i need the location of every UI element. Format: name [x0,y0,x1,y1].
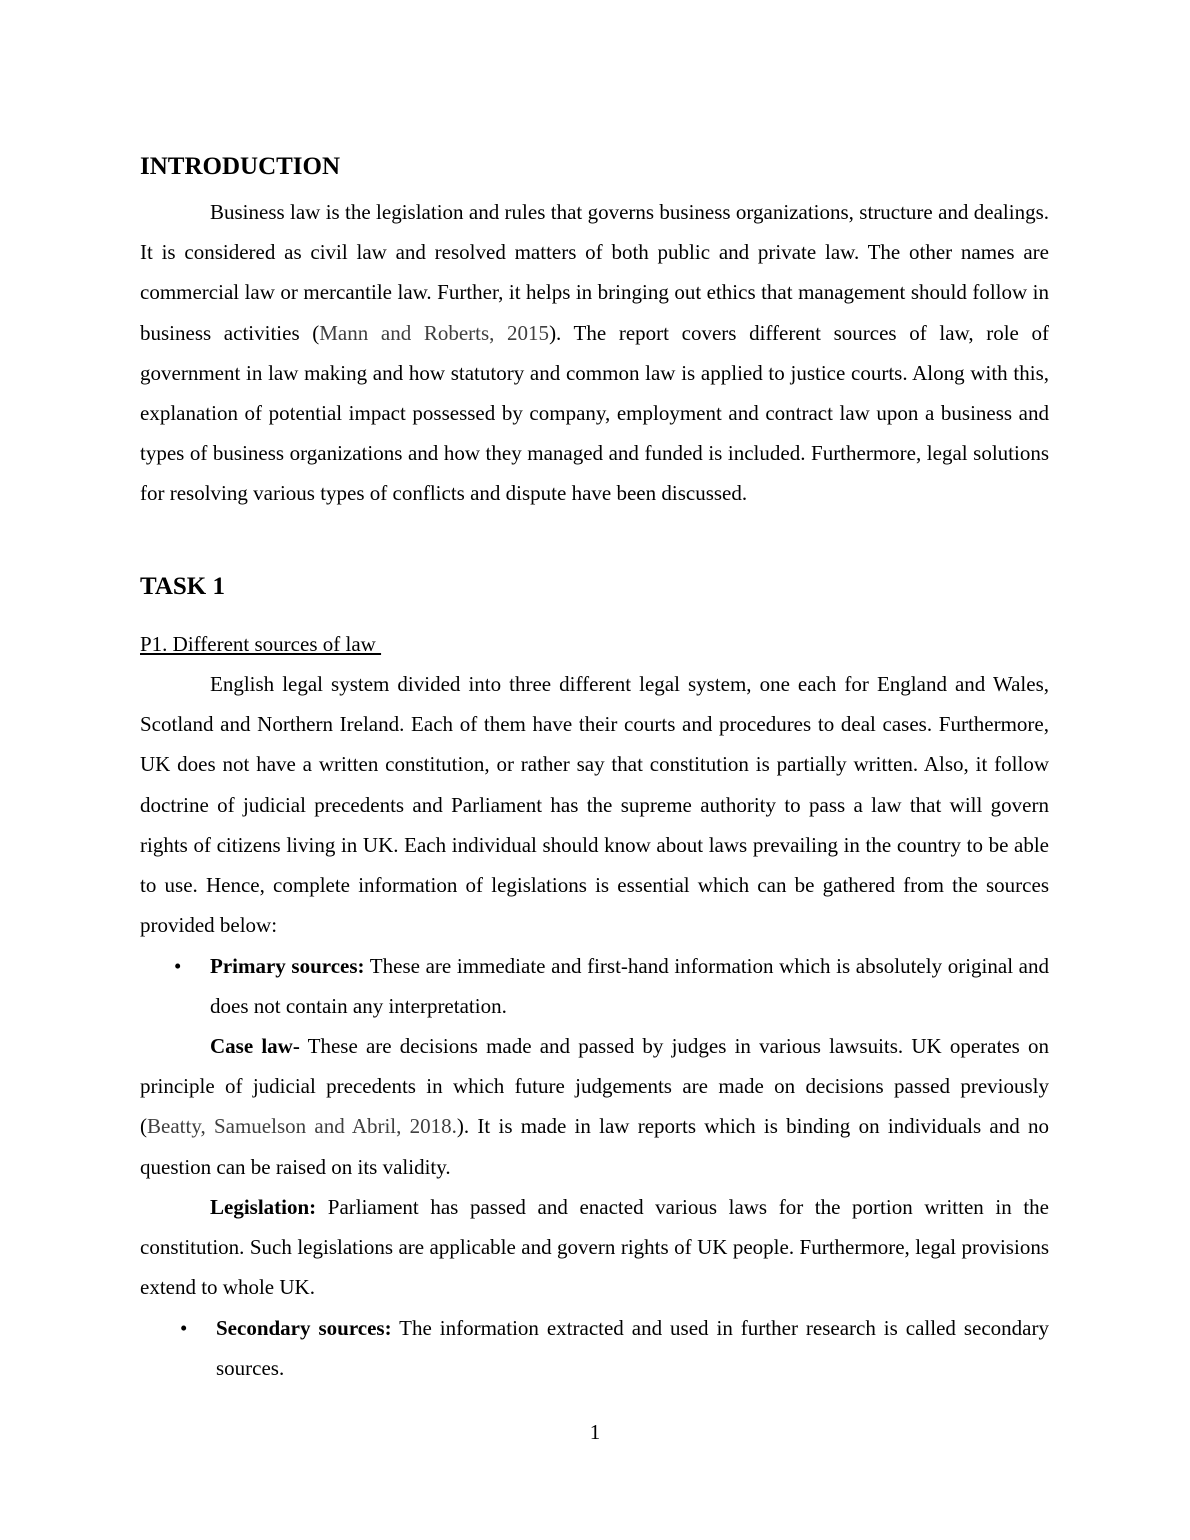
document-page [140,0,1049,1540]
secondary-sources-label: Secondary sources: [216,1316,392,1340]
legislation-label: Legislation: [210,1195,317,1219]
primary-sources-text [210,946,1049,1026]
case-law-citation: Beatty, Samuelson and Abril, 2018. [147,1114,457,1139]
case-law-paragraph [140,1026,1049,1187]
legislation-text: Parliament has passed and enacted various laws for the portion written in the constitution. Such legislations are applicable and govern rights of UK people. Furthermore, legal provisions extend to whole UK. [140,1195,1049,1300]
secondary-sources-body: The information extracted and used in further research is called secondary sources. [216,1316,1049,1381]
bullet-dot-icon: • [174,954,182,978]
case-law-text-a: These are decisions made and passed by judges in various lawsuits. UK operates on principle of judicial precedents in which future judgements are made on decisions passed previously ( [140,1034,1049,1139]
intro-text-a: Business law is the legislation and rules that governs business organizations, structure and dealings. It is considered as civil law and resolved matters of both public and private law. The other names are commercial law or mercantile law. Further, it helps in bringing out ethics that management should follow in business activities ( [140,200,1049,345]
primary-sources-label: Primary sources: [210,954,365,978]
introduction-heading: INTRODUCTION [140,153,341,180]
case-law-label: Case law- [210,1034,300,1058]
task1-heading: TASK 1 [140,573,225,600]
intro-text-b: ). The report covers different sources of law, role of government in law making and how statutory and common law is applied to justice courts. Along with this, explanation of potential impact possessed by company, employment and contract law upon a business and types of business organizations and how they managed and funded is included. Furthermore, legal solutions for resolving various types of conflicts and dispute have been discussed. [140,320,1049,506]
primary-sources-body: These are immediate and first-hand information which is absolutely original and does not contain any interpretation. [210,954,1049,1019]
sources-of-law-subheading: P1. Different sources of law [140,632,382,656]
intro-citation: Mann and Roberts, 2015 [319,320,550,345]
primary-sources-bullet [140,946,1049,1028]
bullet-dot-icon: • [180,1316,188,1340]
introduction-paragraph [140,192,1049,514]
case-law-text-b: ). It is made in law reports which is binding on individuals and no question can be raised on its validity. [140,1114,1050,1179]
secondary-sources-bullet [140,1308,1049,1390]
legislation-paragraph [140,1187,1049,1308]
legal-system-paragraph: English legal system divided into three different legal system, one each for England and Wales, Scotland and Northern Ireland. Each of them have their courts and procedures to deal cases. Furthermore, UK does not have a written constitution, or rather say that constitution is partially written. Also, it follow doctrine of judicial precedents and Parliament has the supreme authority to pass a law that will govern rights of citizens living in UK. Each individual should know about laws prevailing in the country to be able to use. Hence, complete information of legislations is essential which can be gathered from the sources provided below: [140,672,1049,938]
page-number: 1 [589,1420,601,1444]
secondary-sources-text [216,1308,1049,1388]
